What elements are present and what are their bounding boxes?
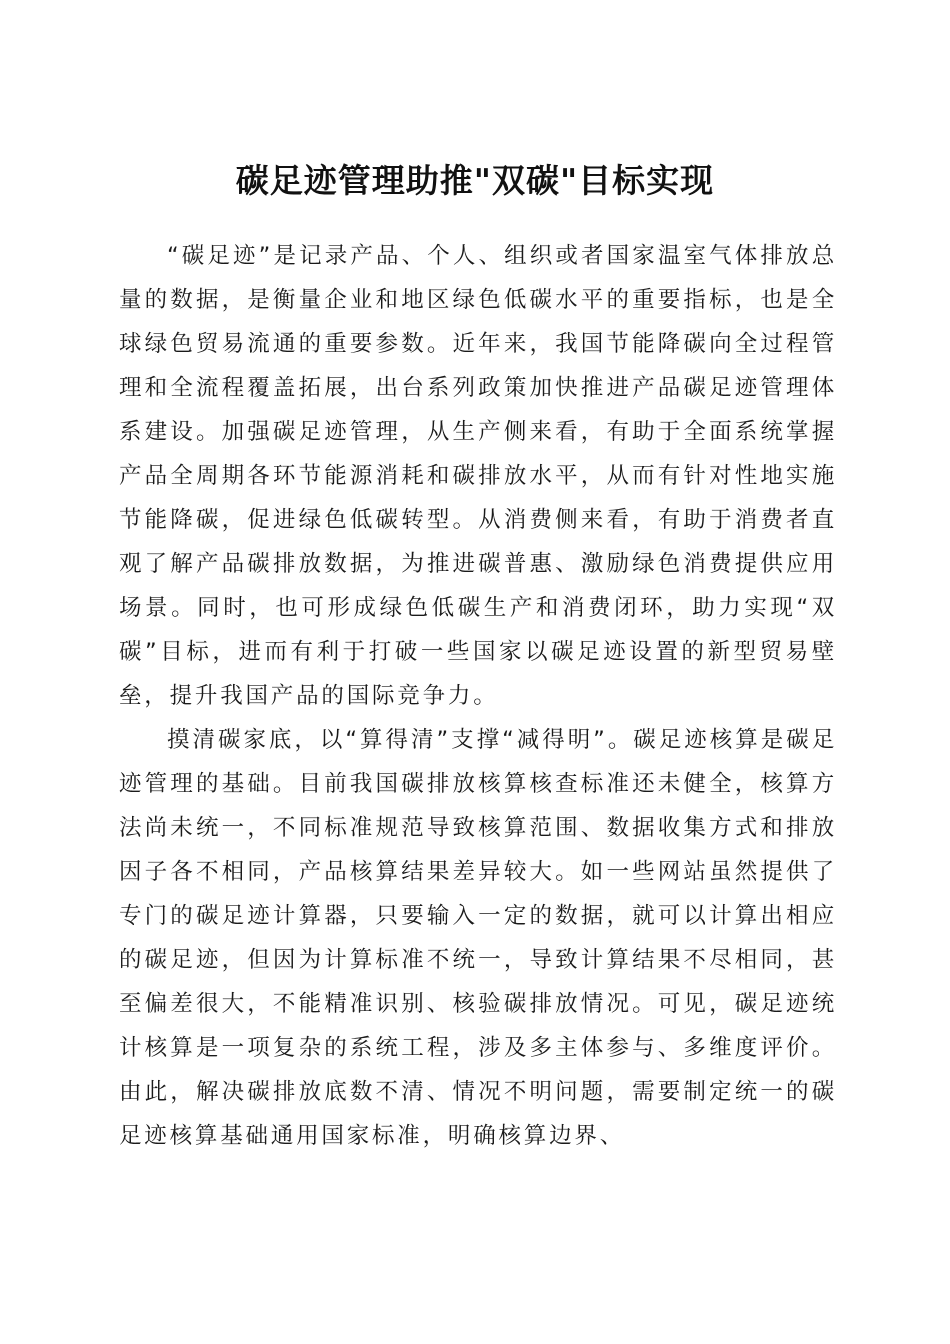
- paragraph-carbon-footprint-intro: “碳足迹”是记录产品、个人、组织或者国家温室气体排放总量的数据，是衡量企业和地区绿色低碳水平的重要指标，也是全球绿色贸易流通的重要参数。近年来，我国节能降碳向全过程管理和全流程覆盖拓展，出台系列政策加快推进产品碳足迹管理体系建设。加强碳足迹管理，从生产侧来看，有助于全面系统掌握产品全周期各环节能源消耗和碳排放水平，从而有针对性地实施节能降碳，促进绿色低碳转型。从消费侧来看，有助于消费者直观了解产品碳排放数据，为推进碳普惠、激励绿色消费提供应用场景。同时，也可形成绿色低碳生产和消费闭环，助力实现“双碳”目标，进而有利于打破一些国家以碳足迹设置的新型贸易壁垒，提升我国产品的国际竞争力。: [119, 243, 837, 709]
- document-title: 碳足迹管理助推"双碳"目标实现: [235, 161, 715, 201]
- paragraph-carbon-accounting: 摸清碳家底，以“算得清”支撑“减得明”。碳足迹核算是碳足迹管理的基础。目前我国碳排放核算核查标准还未健全，核算方法尚未统一，不同标准规范导致核算范围、数据收集方式和排放因子各不相同，产品核算结果差异较大。如一些网站虽然提供了专门的碳足迹计算器，只要输入一定的数据，就可以计算出相应的碳足迹，但因为计算标准不统一，导致计算结果不尽相同，甚至偏差很大，不能精准识别、核验碳排放情况。可见，碳足迹统计核算是一项复杂的系统工程，涉及多主体参与、多维度评价。由此，解决碳排放底数不清、情况不明问题，需要制定统一的碳足迹核算基础通用国家标准，明确核算边界、: [119, 727, 837, 1149]
- document-body: [119, 234, 837, 1158]
